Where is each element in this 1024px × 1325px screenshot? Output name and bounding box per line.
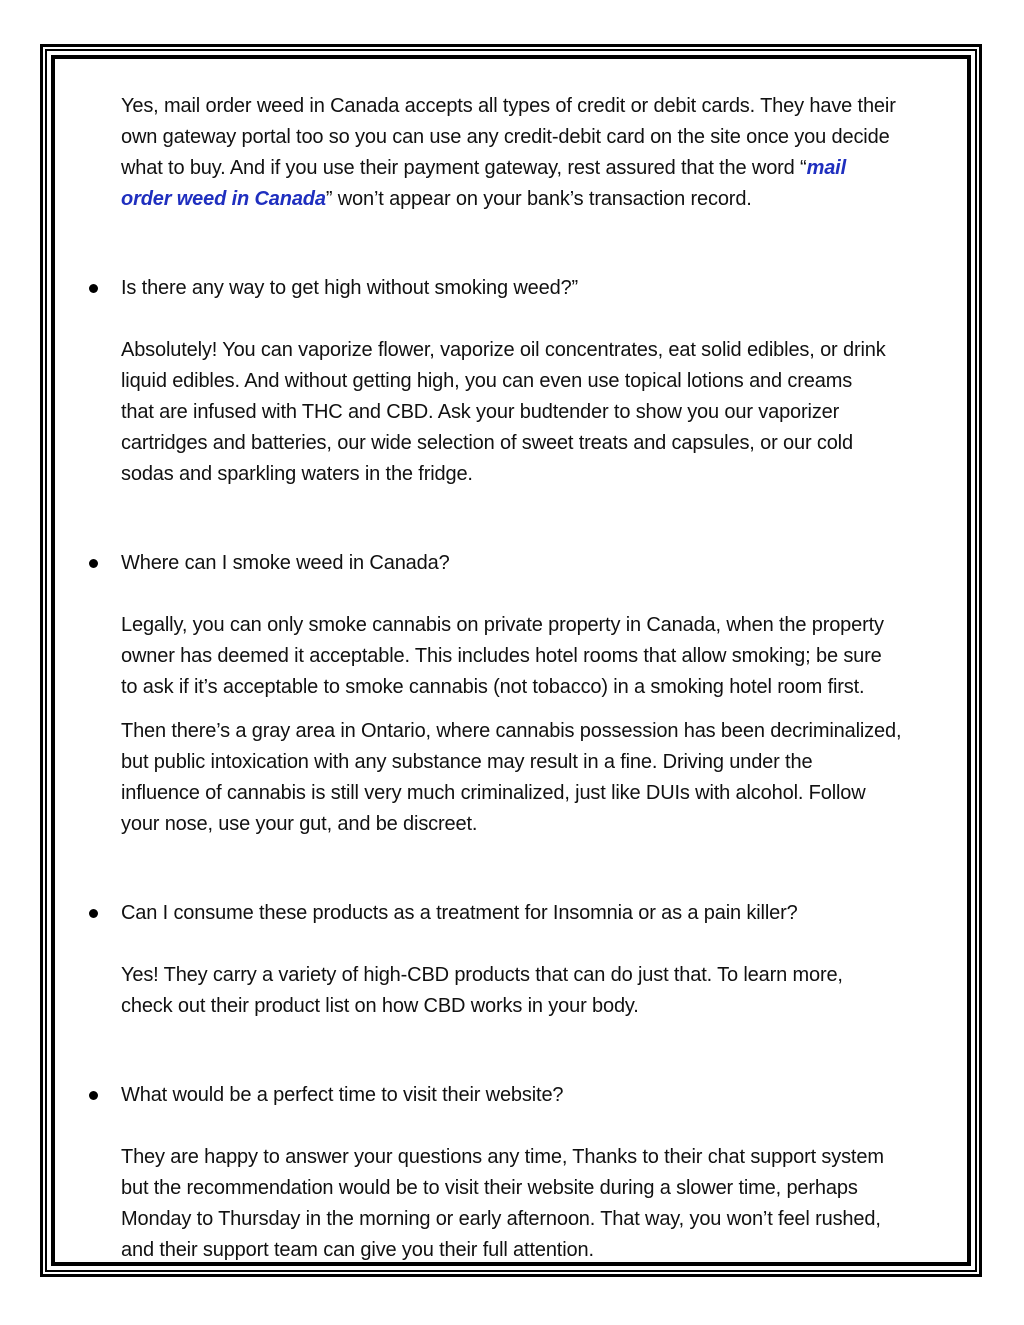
- keyword-link[interactable]: mail: [806, 157, 846, 179]
- faq-answer: [121, 610, 969, 703]
- faq-answer: [121, 960, 969, 1022]
- intro-paragraph: [121, 91, 969, 215]
- bullet-icon: [89, 559, 98, 568]
- text-line: [121, 184, 969, 215]
- text-line: but public intoxication with any substance may result in a fine. Driving under the: [121, 751, 813, 773]
- text-line: [121, 153, 969, 184]
- text-line: Absolutely! You can vaporize flower, vaporize oil concentrates, eat solid edibles, or drink: [121, 339, 886, 361]
- text-line: your nose, use your gut, and be discreet.: [121, 813, 478, 835]
- text-line: Legally, you can only smoke cannabis on private property in Canada, when the property: [121, 614, 884, 636]
- text-line: and their support team can give you their full attention.: [121, 1239, 594, 1261]
- faq-question: Where can I smoke weed in Canada?: [121, 552, 450, 574]
- faq-question: Is there any way to get high without smoking weed?”: [121, 277, 579, 299]
- text-line: They are happy to answer your questions any time, Thanks to their chat support system: [121, 1146, 884, 1168]
- bullet-icon: [89, 1091, 98, 1100]
- text-line: check out their product list on how CBD works in your body.: [121, 995, 639, 1017]
- text-line: own gateway portal too so you can use any credit-debit card on the site once you decide: [121, 126, 890, 148]
- faq-question: What would be a perfect time to visit their website?: [121, 1084, 564, 1106]
- text-line: owner has deemed it acceptable. This includes hotel rooms that allow smoking; be sure: [121, 645, 882, 667]
- text-line: to ask if it’s acceptable to smoke cannabis (not tobacco) in a smoking hotel room first.: [121, 676, 865, 698]
- faq-answer: [121, 335, 969, 490]
- bullet-icon: [89, 909, 98, 918]
- faq-answer: [121, 1142, 969, 1266]
- faq-answer-continued: [121, 716, 969, 840]
- text-line: Yes, mail order weed in Canada accepts all types of credit or debit cards. They have their: [121, 95, 896, 117]
- text-line: liquid edibles. And without getting high, you can even use topical lotions and creams: [121, 370, 853, 392]
- text-line: but the recommendation would be to visit their website during a slower time, perhaps: [121, 1177, 858, 1199]
- text-line: Monday to Thursday in the morning or early afternoon. That way, you won’t feel rushed,: [121, 1208, 881, 1230]
- faq-question: Can I consume these products as a treatment for Insomnia or as a pain killer?: [121, 902, 798, 924]
- text-line: Yes! They carry a variety of high-CBD products that can do just that. To learn more,: [121, 964, 843, 986]
- text-line: Then there’s a gray area in Ontario, where cannabis possession has been decriminalized,: [121, 720, 902, 742]
- text-segment: ” won’t appear on your bank’s transaction record.: [325, 188, 752, 210]
- text-segment: what to buy. And if you use their payment gateway, rest assured that the word “: [121, 157, 807, 179]
- bullet-icon: [89, 284, 98, 293]
- text-line: cartridges and batteries, our wide selection of sweet treats and capsules, or our cold: [121, 432, 853, 454]
- keyword-link[interactable]: order weed in Canada: [121, 188, 326, 210]
- text-line: influence of cannabis is still very much criminalized, just like DUIs with alcohol. Follow: [121, 782, 866, 804]
- text-line: sodas and sparkling waters in the fridge.: [121, 463, 473, 485]
- text-line: that are infused with THC and CBD. Ask your budtender to show you our vaporizer: [121, 401, 840, 423]
